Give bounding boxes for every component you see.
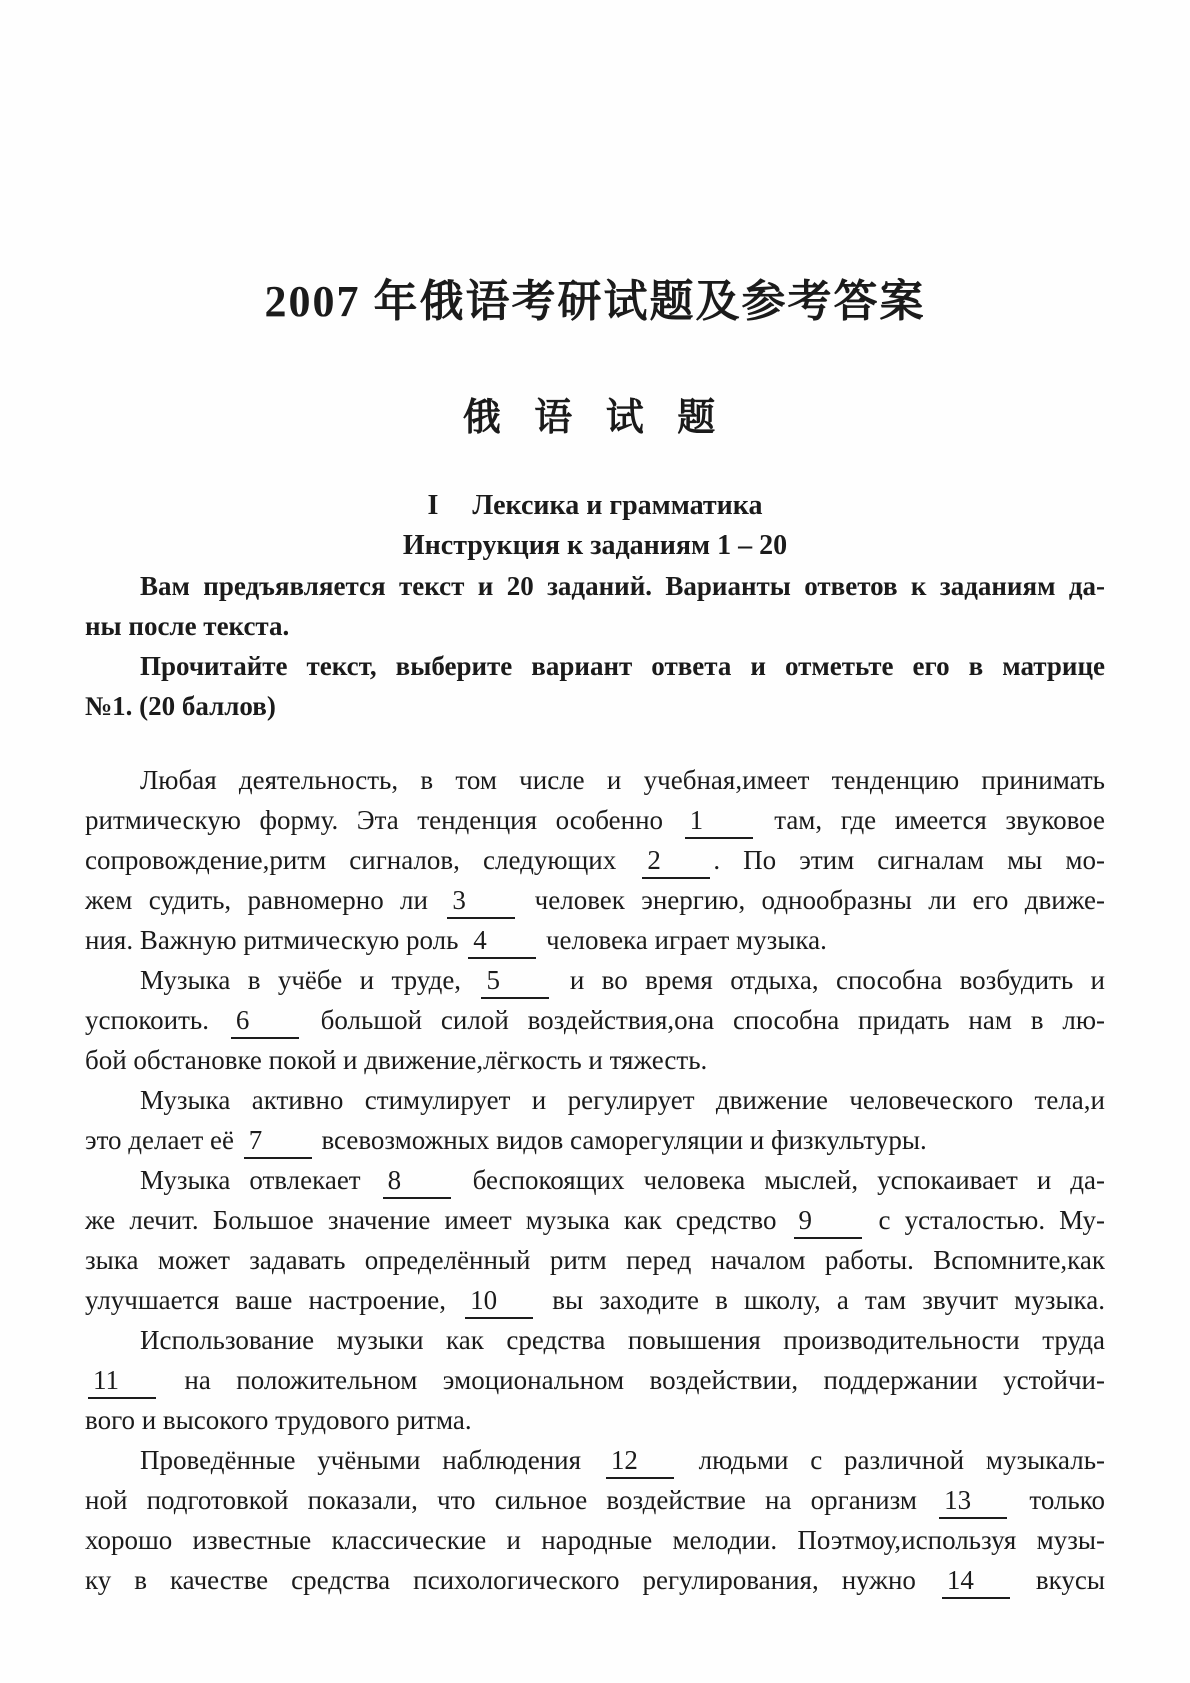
text-segment: ку в качестве средства психологического регулирования, нужно	[85, 1565, 939, 1595]
text-line	[85, 920, 1105, 960]
text-line	[85, 1080, 1105, 1120]
text-segment: ритмическую форму. Эта тенденция особенно	[85, 805, 682, 835]
text-segment: успокоить.	[85, 1005, 228, 1035]
text-segment: ния. Важную ритмическую роль	[85, 925, 466, 955]
text-segment: Музыка отвлекает	[140, 1165, 380, 1195]
document-subtitle: 俄 语 试 题	[462, 397, 728, 439]
text-segment: №1. (20 баллов)	[85, 691, 276, 721]
text-segment: хорошо известные классические и народные мелодии. Поэтмоу,используя музы-	[85, 1525, 1105, 1555]
text-segment: с усталостью. Му-	[864, 1205, 1105, 1235]
text-segment: Любая деятельность, в том числе и учебная,имеет тенденцию принимать	[140, 765, 1105, 795]
section-numeral: I	[427, 490, 439, 521]
text-segment: сопровождение,ритм сигналов, следующих	[85, 845, 640, 875]
text-line	[85, 800, 1105, 840]
text-line	[85, 840, 1105, 880]
text-segment: там, где имеется звуковое	[755, 805, 1105, 835]
text-line	[85, 566, 1105, 606]
text-segment: человек энергию, однообразны ли его движе-	[518, 885, 1105, 915]
text-segment: людьми с различной музыкаль-	[676, 1445, 1105, 1475]
text-segment: вы заходите в школу, а там звучит музыка.	[536, 1285, 1105, 1315]
text-line	[85, 1120, 1105, 1160]
text-line	[85, 1320, 1105, 1360]
text-segment: Использование музыки как средства повышения производительности труда	[140, 1325, 1105, 1355]
document-title: 2007 年俄语考研试题及参考答案	[264, 277, 926, 326]
text-segment: вого и высокого трудового ритма.	[85, 1405, 472, 1435]
text-line	[85, 1360, 1105, 1400]
text-line	[85, 1040, 1105, 1080]
blank-2: 2	[642, 847, 710, 879]
text-segment: ной подготовкой показали, что сильное воздействие на организм	[85, 1485, 937, 1515]
text-segment: большой силой воздействия,она способна придать нам в лю-	[301, 1005, 1105, 1035]
blank-11: 11	[88, 1367, 156, 1399]
text-segment: Музыка в учёбе и труде,	[140, 965, 479, 995]
text-segment: Прочитайте текст, выберите вариант ответа и отметьте его в матрице	[140, 651, 1105, 681]
text-segment: же лечит. Большое значение имеет музыка как средство	[85, 1205, 791, 1235]
text-segment: бой обстановке покой и движение,лёгкость и тяжесть.	[85, 1045, 708, 1075]
blank-14: 14	[942, 1567, 1010, 1599]
blank-5: 5	[481, 967, 549, 999]
text-segment: жем судить, равномерно ли	[85, 885, 445, 915]
text-line	[85, 1560, 1105, 1600]
section-heading	[85, 486, 1105, 526]
blank-13: 13	[939, 1487, 1007, 1519]
text-segment: Вам предъявляется текст и 20 заданий. Варианты ответов к заданиям да-	[140, 571, 1105, 601]
text-line	[85, 686, 1105, 726]
text-line	[85, 1160, 1105, 1200]
instruction-heading: Инструкция к заданиям 1 – 20	[402, 530, 788, 561]
text-line	[85, 646, 1105, 686]
text-segment: Проведённые учёными наблюдения	[140, 1445, 603, 1475]
text-segment: зыка может задавать определённый ритм перед началом работы. Вспомните,как	[85, 1245, 1105, 1275]
text-segment: вкусы	[1012, 1565, 1106, 1595]
section-title: Лексика и грамматика	[472, 490, 763, 521]
text-segment: Музыка активно стимулирует и регулирует движение человеческого тела,и	[140, 1085, 1105, 1115]
text-segment: это делает её	[85, 1125, 241, 1155]
text-segment: и во время отдыха, способна возбудить и	[552, 965, 1105, 995]
text-line	[85, 1480, 1105, 1520]
text-line	[85, 1200, 1105, 1240]
blank-12: 12	[606, 1447, 674, 1479]
instruction-paragraphs	[85, 566, 1105, 726]
text-segment: человека играет музыка.	[539, 925, 827, 955]
blank-7: 7	[244, 1127, 312, 1159]
text-line	[85, 960, 1105, 1000]
text-line	[85, 1280, 1105, 1320]
text-line	[85, 1400, 1105, 1440]
blank-1: 1	[685, 807, 753, 839]
blank-8: 8	[383, 1167, 451, 1199]
text-segment: беспокоящих человека мыслей, успокаивает и да-	[453, 1165, 1105, 1195]
text-line	[85, 760, 1105, 800]
text-line	[85, 880, 1105, 920]
text-line	[85, 1240, 1105, 1280]
blank-10: 10	[465, 1287, 533, 1319]
blank-4: 4	[468, 927, 536, 959]
text-segment: . По этим сигналам мы мо-	[713, 845, 1105, 875]
text-line	[85, 1440, 1105, 1480]
blank-9: 9	[794, 1207, 862, 1239]
blank-6: 6	[231, 1007, 299, 1039]
text-line	[85, 1000, 1105, 1040]
text-segment: всевозможных видов саморегуляции и физкультуры.	[314, 1125, 927, 1155]
text-segment: ны после текста.	[85, 611, 290, 641]
text-line	[85, 606, 1105, 646]
text-segment: улучшается ваше настроение,	[85, 1285, 463, 1315]
text-line	[85, 1520, 1105, 1560]
text-segment: на положительном эмоциональном воздействии, поддержании устойчи-	[159, 1365, 1105, 1395]
text-segment: только	[1010, 1485, 1105, 1515]
exam-passage	[85, 760, 1105, 1600]
blank-3: 3	[447, 887, 515, 919]
